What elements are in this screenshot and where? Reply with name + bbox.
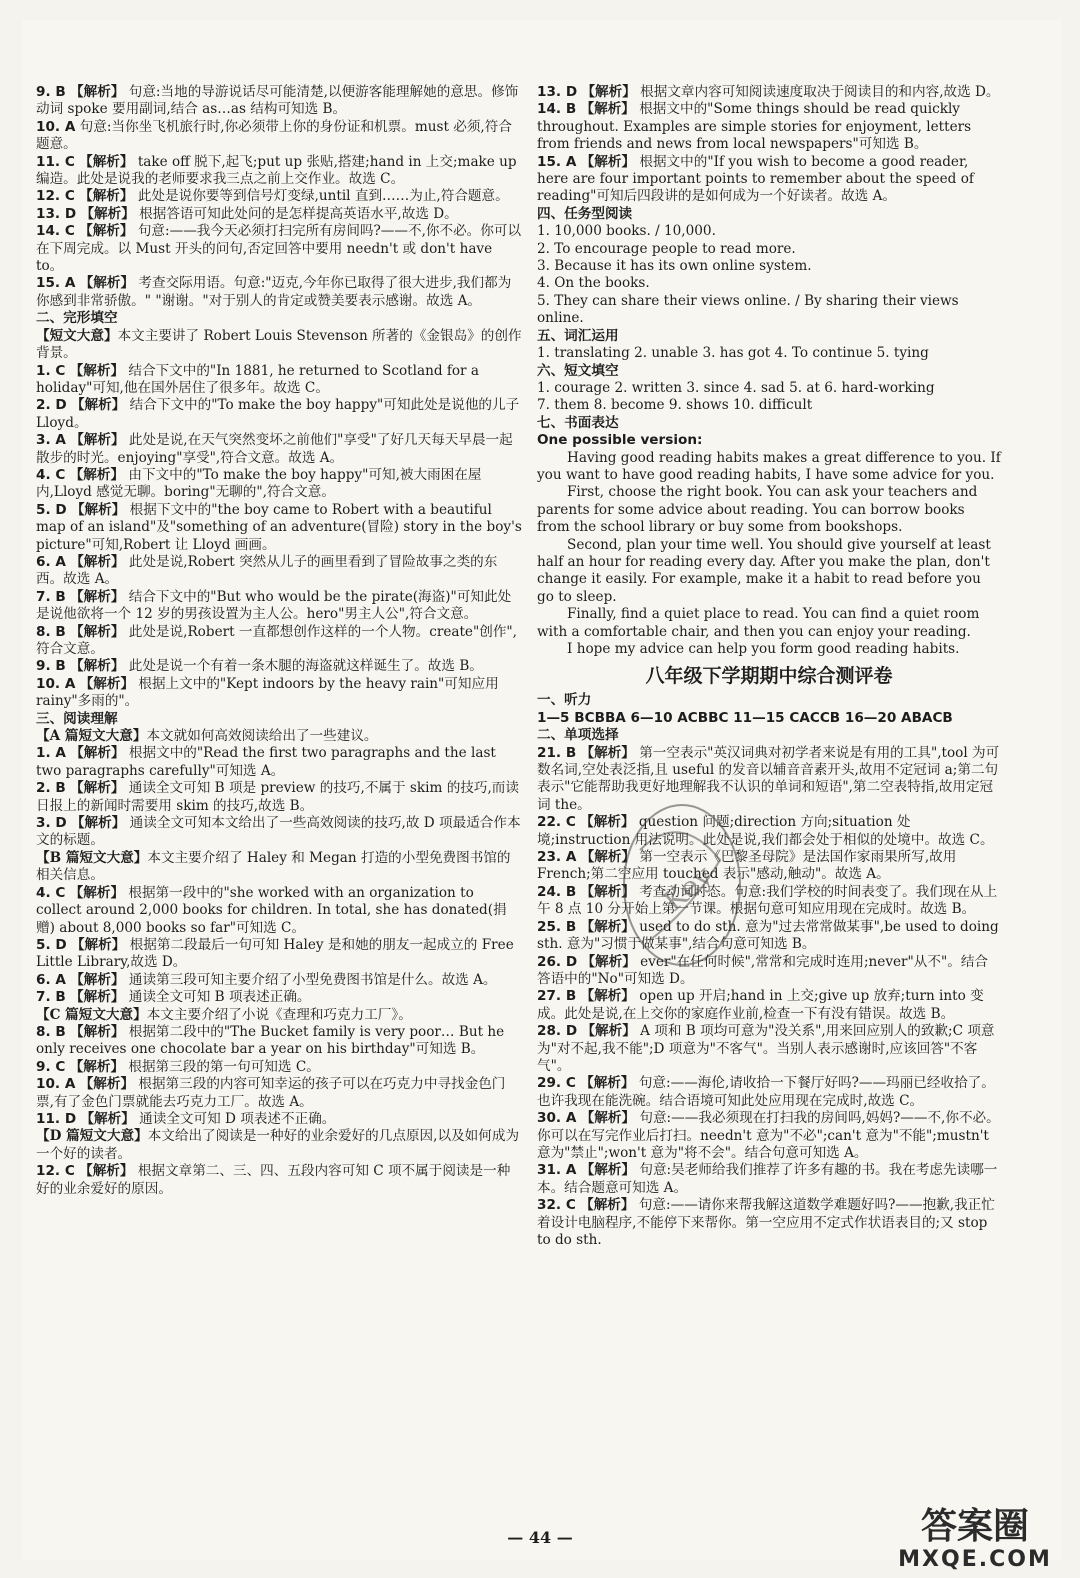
question-number: 12. C bbox=[36, 188, 75, 205]
analysis-text: 结合下文中的"But who would be the pirate(海盗)"可知此处是说他欲将一个 12 岁的男孩设置为主人公。hero"男主人公",符合文意。 bbox=[36, 588, 512, 623]
analysis-tag: 【解析】 bbox=[70, 432, 125, 449]
answer-entry bbox=[36, 432, 522, 467]
answer-entry bbox=[537, 745, 1001, 815]
answer-entry bbox=[537, 814, 1001, 849]
analysis-text: 通读全文可知 B 项表述正确。 bbox=[128, 989, 311, 1006]
question-number: 31. A bbox=[537, 1162, 577, 1179]
answer-entry bbox=[36, 363, 522, 398]
analysis-text: 根据第三段的第一句可知选 C。 bbox=[128, 1058, 320, 1075]
question-number: 6. A bbox=[36, 553, 66, 570]
essay-paragraph: I hope my advice can help you form good reading habits. bbox=[567, 641, 960, 657]
question-number: 15. A bbox=[36, 275, 76, 292]
question-number: 7. B bbox=[36, 588, 66, 605]
watermark-logo bbox=[880, 1498, 1070, 1572]
question-number: 13. D bbox=[36, 205, 77, 222]
fill-answers-2: 7. them 8. become 9. shows 10. difficult bbox=[537, 397, 813, 414]
essay-paragraph: Finally, find a quiet place to read. You can find a quiet room with a comfortable chair, and then you can enjoy your reading. bbox=[537, 606, 980, 640]
question-number: 10. A bbox=[36, 1076, 76, 1093]
sample-essay bbox=[537, 450, 1001, 659]
answer-entry bbox=[36, 972, 522, 989]
handwritten-stamp bbox=[610, 790, 760, 980]
answer-entry bbox=[36, 502, 522, 554]
section-task-reading-heading: 四、任务型阅读 bbox=[537, 205, 633, 222]
answer-entry bbox=[537, 1023, 1001, 1075]
task-answer: 1. 10,000 books. / 10,000. bbox=[537, 223, 716, 240]
fill-answers-1: 1. courage 2. written 3. since 4. sad 5. at 6. hard-working bbox=[537, 379, 935, 396]
question-number: 9. B bbox=[36, 84, 66, 100]
answer-entry bbox=[537, 1110, 1001, 1162]
analysis-tag: 【解析】 bbox=[80, 205, 135, 222]
analysis-text: 考查动词时态。句意:我们学校的时间表变了。我们现在从上午 8 点 10 分开始上第一节课。根据句意可知应用现在完成时。故选 B。 bbox=[537, 883, 998, 918]
analysis-tag: 【解析】 bbox=[70, 745, 125, 762]
question-number: 8. B bbox=[36, 1023, 66, 1040]
analysis-text: 此处是说,Robert 一直都想创作这样的一个人物。create"创作",符合文意。 bbox=[36, 623, 517, 657]
analysis-text: 第一空表示"英汉词典对初学者来说是有用的工具",tool 为可数名词,空处表泛指,且 useful 的发音以辅音音素开头,故用不定冠词 a;第二句表示"它能帮助我更好地理解我不认识的单词和短语",第二空表特指,故用定冠词 the。 bbox=[537, 744, 1000, 813]
analysis-tag: 【解析】 bbox=[79, 223, 134, 240]
analysis-tag: 【解析】 bbox=[70, 588, 125, 605]
passage-d-answers-cont bbox=[537, 84, 1001, 206]
analysis-tag: 【解析】 bbox=[581, 953, 636, 970]
question-number: 14. B bbox=[537, 101, 577, 118]
answer-entry bbox=[36, 885, 522, 937]
answer-entry bbox=[36, 467, 522, 502]
right-column bbox=[537, 84, 1001, 1249]
answer-entry bbox=[36, 275, 522, 310]
analysis-tag: 【解析】 bbox=[580, 101, 635, 118]
analysis-text: 此处是说,Robert 突然从儿子的画里看到了冒险故事之类的东西。故选 A。 bbox=[36, 553, 498, 588]
analysis-tag: 【解析】 bbox=[70, 1023, 125, 1040]
answer-entry bbox=[36, 1059, 522, 1076]
question-number: 4. C bbox=[36, 884, 66, 901]
analysis-tag: 【解析】 bbox=[79, 1163, 134, 1180]
analysis-text: ever"在任何时候",常常和完成时连用;never"从不"。结合答语中的"No"可知选 D。 bbox=[537, 953, 989, 987]
analysis-tag: 【解析】 bbox=[580, 1075, 635, 1092]
analysis-text: 通读第三段可知主要介绍了小型免费图书馆是什么。故选 A。 bbox=[128, 971, 497, 988]
question-number: 10. A bbox=[36, 675, 76, 692]
analysis-text: question 问题;direction 方向;situation 处境;instruction 用法说明。此处是说,我们都会处于相似的处境中。故选 C。 bbox=[537, 814, 994, 848]
question-number: 27. B bbox=[537, 988, 577, 1005]
summary-tag: 【D 篇短文大意】 bbox=[36, 1128, 148, 1145]
question-number: 11. D bbox=[36, 1110, 77, 1127]
analysis-tag: 【解析】 bbox=[581, 84, 636, 100]
stamp-text: Key bbox=[657, 858, 719, 918]
analysis-tag: 【解析】 bbox=[580, 1162, 636, 1179]
answer-entry bbox=[36, 1111, 522, 1128]
analysis-text: 句意:当你坐飞机旅行时,你必须带上你的身份证和机票。must 必须,符合题意。 bbox=[36, 118, 512, 153]
question-number: 6. A bbox=[36, 971, 66, 988]
analysis-text: 句意:当地的导游说话尽可能清楚,以便游客能理解她的意思。修饰动词 spoke 要用副词,结合 as…as 结构可知选 B。 bbox=[36, 84, 519, 118]
question-number: 1. A bbox=[36, 745, 66, 762]
analysis-tag: 【解析】 bbox=[70, 815, 126, 832]
passage-c-summary bbox=[36, 1007, 522, 1024]
analysis-tag: 【解析】 bbox=[79, 188, 134, 205]
analysis-text: 通读全文可知 B 项是 preview 的技巧,不属于 skim 的技巧,而读日报上的新闻时需要用 skim 的技巧,故选 B。 bbox=[36, 780, 519, 814]
analysis-tag: 【解析】 bbox=[70, 936, 126, 953]
analysis-text: 句意:——海伦,请收拾一下餐厅好吗?——玛丽已经收拾了。也许我现在能洗碗。结合语境可知此处应用现在完成时,故选 C。 bbox=[537, 1075, 995, 1109]
answer-entry bbox=[537, 919, 1001, 954]
task-reading-answers bbox=[537, 223, 1001, 327]
analysis-text: 根据文中的"Some things should be read quickly throughout. Examples are simple stories for enjoyment, letters from friends and news from local newspapers"可知选 B。 bbox=[537, 101, 972, 153]
analysis-text: 根据文中的"If you wish to become a good reader, here are four important points to remember about the speed of reading"可知后四段讲的是如何成为一个好读者。故选 A。 bbox=[537, 153, 974, 205]
answer-entry bbox=[36, 589, 522, 624]
analysis-text: 结合下文中的"To make the boy happy"可知此处是说他的儿子 Lloyd。 bbox=[36, 397, 520, 431]
vocab-answers: 1. translating 2. unable 3. has got 4. To continue 5. tying bbox=[537, 345, 929, 362]
analysis-tag: 【解析】 bbox=[70, 397, 126, 414]
answer-entry bbox=[537, 988, 1001, 1023]
summary-tag: 【短文大意】 bbox=[36, 327, 118, 344]
analysis-text: take off 脱下,起飞;put up 张贴,搭建;hand in 上交;make up 编造。此处是说我的老师要求我三点之前上交作业。故选 C。 bbox=[36, 153, 517, 188]
answer-entry bbox=[36, 188, 522, 205]
task-answer: 2. To encourage people to read more. bbox=[537, 240, 796, 257]
analysis-tag: 【解析】 bbox=[70, 553, 125, 570]
question-number: 9. C bbox=[36, 1058, 66, 1075]
analysis-text: 根据文章内容可知阅读速度取决于阅读目的和内容,故选 D。 bbox=[640, 84, 1000, 100]
analysis-text: 根据文中的"Read the first two paragraphs and the last two paragraphs carefully"可知选 A。 bbox=[36, 745, 496, 779]
passage-b-summary bbox=[36, 850, 522, 885]
analysis-text: 根据下文中的"the boy came to Robert with a beautiful map of an island"及"something of an adventure(冒险) story in the boy's picture"可知,Robert 让 Lloyd 画画。 bbox=[36, 501, 522, 553]
answer-entry bbox=[36, 937, 522, 972]
answer-entry bbox=[36, 815, 522, 850]
single-choice-answers bbox=[537, 745, 1001, 1250]
task-answer: 3. Because it has its own online system. bbox=[537, 258, 812, 275]
analysis-text: 句意:——请你来帮我解这道数学难题好吗?——抱歉,我正忙着设计电脑程序,不能停下来帮你。第一空应用不定式作状语表目的;又 stop to do sth. bbox=[537, 1197, 995, 1248]
question-number: 28. D bbox=[537, 1023, 578, 1040]
analysis-text: 根据文章第二、三、四、五段内容可知 C 项不属于阅读是一种好的业余爱好的原因。 bbox=[36, 1163, 511, 1197]
answer-entry bbox=[537, 1162, 1001, 1197]
question-number: 30. A bbox=[537, 1110, 577, 1127]
question-number: 22. C bbox=[537, 814, 576, 831]
analysis-text: used to do sth. 意为"过去常常做某事",be used to doing sth. 意为"习惯于做某事",结合句意可知选 B。 bbox=[537, 918, 999, 953]
answer-entry bbox=[36, 658, 522, 675]
summary-tag: 【B 篇短文大意】 bbox=[36, 849, 148, 866]
logo-text: 答案圈 bbox=[920, 1506, 1030, 1547]
passage-d-summary bbox=[36, 1128, 522, 1163]
analysis-text: 由下文中的"To make the boy happy"可知,被大雨困在屋内,Lloyd 感觉无聊。boring"无聊的",符合文意。 bbox=[36, 466, 482, 501]
analysis-text: 此处是说一个有着一条木腿的海盗就这样诞生了。故选 B。 bbox=[128, 658, 483, 675]
answer-entry bbox=[36, 780, 522, 815]
analysis-tag: 【解析】 bbox=[580, 744, 635, 761]
analysis-tag: 【解析】 bbox=[580, 814, 635, 831]
question-number: 4. C bbox=[36, 466, 66, 483]
logo-url: MXQE.COM bbox=[898, 1547, 1052, 1572]
analysis-text: 通读全文可知本文给出了一些高效阅读的技巧,故 D 项最适合作本文的标题。 bbox=[36, 815, 521, 849]
question-number: 21. B bbox=[537, 744, 577, 761]
question-number: 15. A bbox=[537, 153, 577, 170]
analysis-tag: 【解析】 bbox=[79, 153, 134, 170]
analysis-text: A 项和 B 项均可意为"没关系",用来回应别人的致歉;C 项意为"对不起,我不能";D 项意为"不客气"。当别人表示感谢时,应该回答"不客气"。 bbox=[537, 1023, 995, 1074]
cloze-summary bbox=[36, 328, 522, 363]
analysis-text: 根据第二段中的"The Bucket family is very poor… But he only receives one chocolate bar a year on his birthday"可知选 B。 bbox=[36, 1023, 505, 1058]
answer-entry bbox=[36, 745, 522, 780]
analysis-text: 根据第三段的内容可知幸运的孩子可以在巧克力中寻找金色门票,有了金色门票就能去巧克力工厂。故选 A。 bbox=[36, 1076, 506, 1110]
single-choice-heading: 二、单项选择 bbox=[537, 727, 619, 744]
question-number: 2. D bbox=[36, 397, 67, 414]
section-fill-heading: 六、短文填空 bbox=[537, 362, 619, 379]
analysis-tag: 【解析】 bbox=[580, 883, 635, 900]
analysis-text: 此处是说你要等到信号灯变绿,until 直到……为止,符合题意。 bbox=[137, 188, 509, 205]
analysis-tag: 【解析】 bbox=[70, 971, 125, 988]
analysis-tag: 【解析】 bbox=[70, 989, 125, 1006]
question-number: 7. B bbox=[36, 989, 66, 1006]
question-number: 24. B bbox=[537, 883, 577, 900]
question-number: 10. A bbox=[36, 118, 76, 135]
analysis-tag: 【解析】 bbox=[580, 988, 635, 1005]
answer-entry bbox=[36, 676, 522, 711]
analysis-tag: 【解析】 bbox=[80, 1110, 135, 1127]
analysis-text: 第一空表示《巴黎圣母院》是法国作家雨果所写,故用 French;第二空应用 touched 表示"感动,触动"。故选 A。 bbox=[537, 849, 957, 883]
summary-text: 本文给出了阅读是一种好的业余爱好的几点原因,以及如何成为一个好的读者。 bbox=[36, 1128, 520, 1162]
analysis-tag: 【解析】 bbox=[69, 362, 125, 379]
analysis-tag: 【解析】 bbox=[70, 658, 125, 675]
exam-title: 八年级下学期期中综合测评卷 bbox=[645, 665, 893, 688]
analysis-text: 句意:吴老师给我们推荐了许多有趣的书。我在考虑先读哪一本。结合题意可知选 A。 bbox=[537, 1162, 998, 1196]
task-answer: 4. On the books. bbox=[537, 275, 650, 292]
answer-list-part1 bbox=[36, 84, 522, 310]
question-number: 5. D bbox=[36, 501, 67, 518]
question-number: 29. C bbox=[537, 1075, 576, 1092]
answer-entry bbox=[36, 1163, 522, 1198]
question-number: 8. B bbox=[36, 623, 66, 640]
essay-paragraph: First, choose the right book. You can ask your teachers and parents for some advice about reading. You can borrow books from the school library or buy some from bookshops. bbox=[537, 484, 978, 536]
writing-version-label: One possible version: bbox=[537, 432, 703, 449]
section-cloze-heading: 二、完形填空 bbox=[36, 310, 118, 327]
answer-entry bbox=[36, 206, 522, 223]
summary-tag: 【A 篇短文大意】 bbox=[36, 728, 147, 745]
analysis-tag: 【解析】 bbox=[79, 275, 135, 292]
analysis-tag: 【解析】 bbox=[581, 1023, 636, 1040]
analysis-tag: 【解析】 bbox=[70, 84, 125, 100]
answer-entry bbox=[36, 154, 522, 189]
analysis-tag: 【解析】 bbox=[69, 884, 125, 901]
answer-entry bbox=[36, 397, 522, 432]
analysis-text: 通读全文可知 D 项表述不正确。 bbox=[139, 1110, 336, 1127]
question-number: 11. C bbox=[36, 153, 75, 170]
analysis-text: 此处是说,在天气突然变坏之前他们"享受"了好几天每天早晨一起散步的时光。enjoying"享受",符合文意。故选 A。 bbox=[36, 432, 513, 466]
answer-entry bbox=[36, 119, 522, 154]
question-number: 13. D bbox=[537, 84, 578, 100]
analysis-tag: 【解析】 bbox=[580, 153, 636, 170]
analysis-text: 根据第二段最后一句可知 Haley 是和她的朋友一起成立的 Free Little Library,故选 D。 bbox=[36, 936, 514, 971]
section-reading-heading: 三、阅读理解 bbox=[36, 710, 118, 727]
analysis-text: 根据第一段中的"she worked with an organization to collect around 2,000 books for children. In total, she has donated(捐赠) about 8,000 books so far"可知选 C。 bbox=[36, 884, 507, 936]
analysis-tag: 【解析】 bbox=[70, 501, 126, 518]
listening-answers: 1—5 BCBBA 6—10 ACBBC 11—15 CACCB 16—20 ABACB bbox=[537, 709, 953, 726]
question-number: 5. D bbox=[36, 936, 67, 953]
question-number: 14. C bbox=[36, 223, 75, 240]
question-number: 2. B bbox=[36, 780, 66, 797]
essay-paragraph: Having good reading habits makes a great difference to you. If you want to have good reading habits, I have some advice for you. bbox=[537, 449, 1001, 483]
passage-b-answers bbox=[36, 885, 522, 1007]
answer-entry bbox=[537, 154, 1001, 206]
answer-entry bbox=[537, 84, 1001, 101]
task-answer: 5. They can share their views online. / By sharing their views online. bbox=[537, 292, 959, 327]
analysis-tag: 【解析】 bbox=[580, 849, 636, 866]
summary-text: 本文主要讲了 Robert Louis Stevenson 所著的《金银岛》的创作背景。 bbox=[36, 327, 522, 362]
answer-entry bbox=[36, 1024, 522, 1059]
analysis-tag: 【解析】 bbox=[580, 918, 635, 935]
question-number: 23. A bbox=[537, 849, 577, 866]
analysis-tag: 【解析】 bbox=[70, 780, 125, 797]
analysis-tag: 【解析】 bbox=[69, 466, 125, 483]
cloze-answers bbox=[36, 363, 522, 711]
summary-tag: 【C 篇短文大意】 bbox=[36, 1006, 147, 1023]
analysis-tag: 【解析】 bbox=[580, 1110, 636, 1127]
answer-entry bbox=[36, 1076, 522, 1111]
summary-text: 本文主要介绍了小说《查理和巧克力工厂》。 bbox=[146, 1006, 412, 1023]
analysis-text: 结合下文中的"In 1881, he returned to Scotland for a holiday"可知,他在国外居住了很多年。故选 C。 bbox=[36, 362, 479, 396]
section-writing-heading: 七、书面表达 bbox=[537, 414, 619, 431]
answer-entry bbox=[537, 849, 1001, 884]
question-number: 9. B bbox=[36, 658, 66, 675]
question-number: 25. B bbox=[537, 918, 577, 935]
question-number: 26. D bbox=[537, 953, 578, 970]
analysis-text: 根据答语可知此处问的是怎样提高英语水平,故选 D。 bbox=[139, 205, 458, 222]
answer-entry bbox=[36, 223, 522, 275]
passage-d-answers-start bbox=[36, 1163, 522, 1198]
answer-entry bbox=[537, 954, 1001, 989]
section-vocab-heading: 五、词汇运用 bbox=[537, 327, 619, 344]
answer-entry bbox=[537, 884, 1001, 919]
passage-c-answers bbox=[36, 1024, 522, 1128]
question-number: 1. C bbox=[36, 362, 66, 379]
question-number: 3. A bbox=[36, 432, 66, 449]
page-number: — 44 — bbox=[507, 1528, 573, 1547]
passage-a-answers bbox=[36, 745, 522, 849]
analysis-text: 根据上文中的"Kept indoors by the heavy rain"可知应用 rainy"多雨的"。 bbox=[36, 675, 499, 710]
analysis-tag: 【解析】 bbox=[79, 1076, 135, 1093]
answer-entry bbox=[537, 101, 1001, 153]
answer-entry bbox=[36, 624, 522, 659]
summary-text: 本文就如何高效阅读给出了一些建议。 bbox=[146, 728, 378, 745]
summary-text: 本文主要介绍了 Haley 和 Megan 打造的小型免费图书馆的相关信息。 bbox=[36, 849, 511, 884]
answer-entry bbox=[36, 554, 522, 589]
question-number: 12. C bbox=[36, 1163, 75, 1180]
analysis-tag: 【解析】 bbox=[580, 1197, 635, 1214]
passage-a-summary bbox=[36, 728, 522, 745]
answer-entry bbox=[36, 989, 522, 1006]
analysis-text: 句意:——我必须现在打扫我的房间吗,妈妈?——不,你不必。你可以在写完作业后打扫。needn't 意为"不必";can't 意为"不能";mustn't 意为"禁止";won't 意为"将不会"。结合句意可知选 A。 bbox=[537, 1110, 1000, 1161]
answer-entry bbox=[537, 1075, 1001, 1110]
analysis-text: 考查交际用语。句意:"迈克,今年你已取得了很大进步,我们都为你感到非常骄傲。" "谢谢。"对于别人的肯定或赞美要表示感谢。故选 A。 bbox=[36, 275, 512, 309]
analysis-text: 句意:——我今天必须打扫完所有房间吗?——不,你不必。你可以在下周完成。以 Must 开头的问句,否定回答中要用 needn't 或 don't have to。 bbox=[36, 223, 522, 275]
answer-entry bbox=[537, 1197, 1001, 1249]
analysis-tag: 【解析】 bbox=[69, 1058, 125, 1075]
analysis-tag: 【解析】 bbox=[79, 675, 135, 692]
listening-heading: 一、听力 bbox=[537, 692, 592, 709]
question-number: 3. D bbox=[36, 815, 67, 832]
analysis-text: open up 开启;hand in 上交;give up 放弃;turn into 变成。此处是说,在上交你的家庭作业前,检查一下有没有错误。故选 B。 bbox=[537, 988, 984, 1022]
essay-paragraph: Second, plan your time well. You should give yourself at least half an hour for reading every day. After you make the plan, don't change it easily. For example, make it a habit to read before you go to sleep. bbox=[537, 536, 991, 605]
analysis-tag: 【解析】 bbox=[70, 623, 125, 640]
question-number: 32. C bbox=[537, 1197, 576, 1214]
answer-entry bbox=[36, 84, 522, 119]
left-column bbox=[36, 84, 522, 1198]
